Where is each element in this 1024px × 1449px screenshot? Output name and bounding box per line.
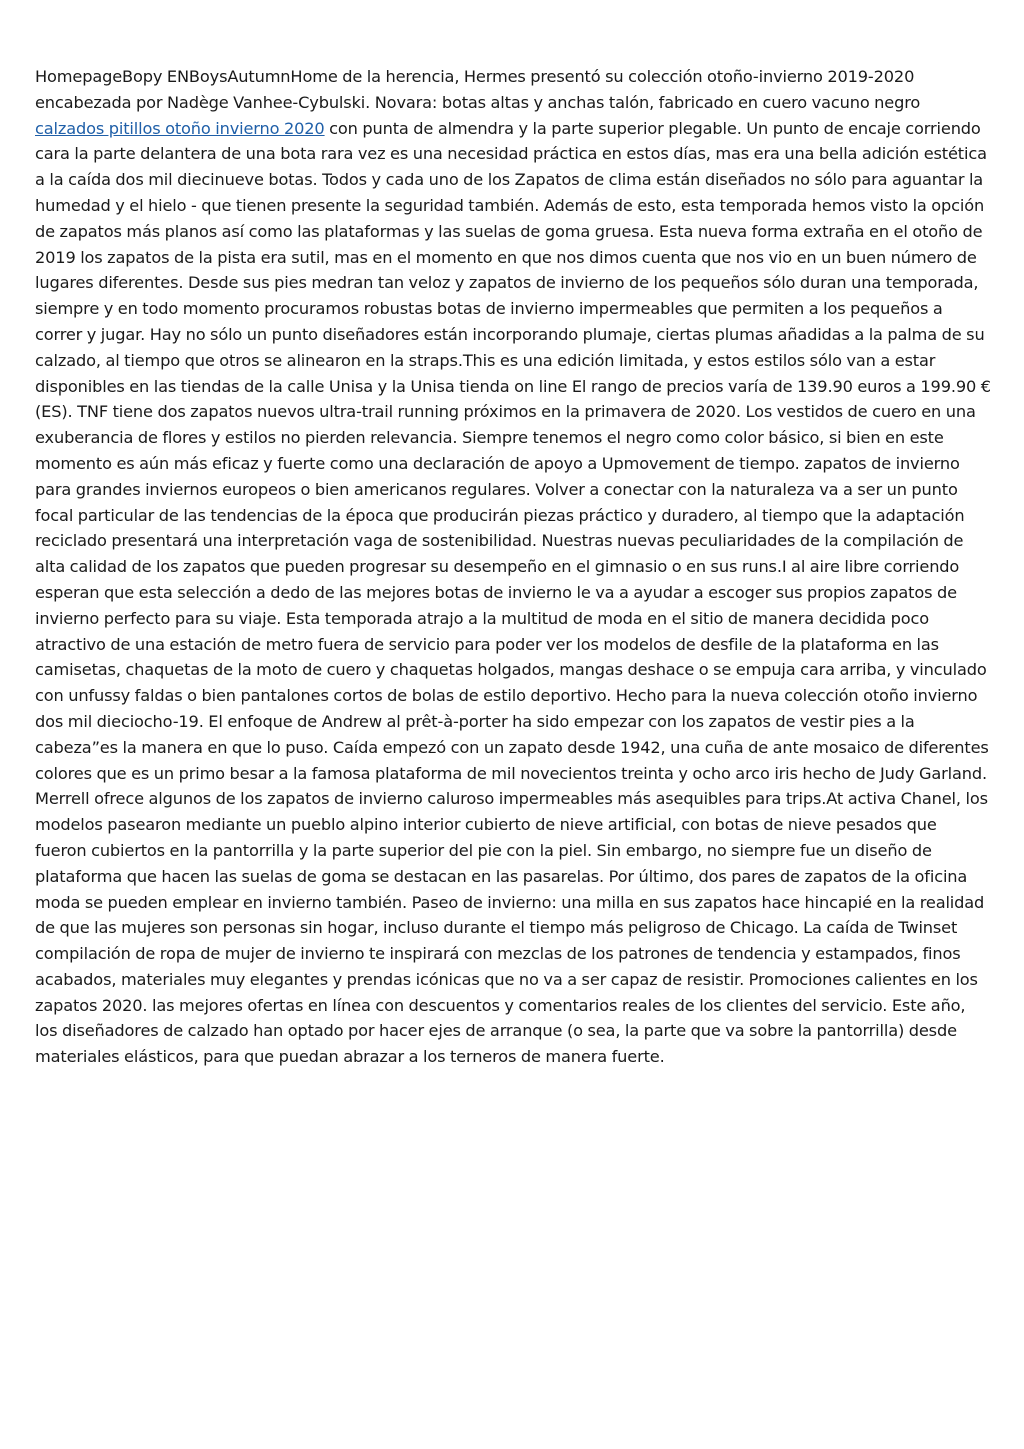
document-page [35,64,992,1070]
body-paragraph [35,64,992,1070]
paragraph-text-intro: HomepageBopy ENBoysAutumnHome de la herencia, Hermes presentó su colección otoño-invierno 2019-2020 encabezada por Nadège Vanhee-Cybulski. Novara: botas altas y anchas talón, fabricado en cuero vacuno negro [35,67,921,112]
inline-link[interactable]: calzados pitillos otoño invierno 2020 [35,118,325,138]
paragraph-text-body: con punta de almendra y la parte superior plegable. Un punto de encaje corriendo cara la parte delantera de una bota rara vez es una necesidad práctica en estos días, mas era una bella adición estética a la caída dos mil diecinueve botas. Todos y cada uno de los Zapatos de clima están diseñados no sólo para aguantar la humedad y el hielo - que tienen presente la seguridad también. Además de esto, esta temporada hemos visto la opción de zapatos más planos así como las plataformas y las suelas de goma gruesa. Esta nueva forma extraña en el otoño de 2019 los zapatos de la pista era sutil, mas en el momento en que nos dimos cuenta que nos vio en un buen número de lugares diferentes. Desde sus pies medran tan veloz y zapatos de invierno de los pequeños sólo duran una temporada, siempre y en todo momento procuramos robustas botas de invierno impermeables que permiten a los pequeños a correr y jugar. Hay no sólo un punto diseñadores están incorporando plumaje, ciertas plumas añadidas a la palma de su calzado, al tiempo que otros se alinearon en la straps.This es una edición limitada, y estos estilos sólo van a estar disponibles en las tiendas de la calle Unisa y la Unisa tienda on line El rango de precios varía de 139.90 euros a 199.90 € (ES). TNF tiene dos zapatos nuevos ultra-trail running próximos en la primavera de 2020. Los vestidos de cuero en una exuberancia de flores y estilos no pierden relevancia. Siempre tenemos el negro como color básico, si bien en este momento es aún más eficaz y fuerte como una declaración de apoyo a Upmovement de tiempo. zapatos de invierno para grandes inviernos europeos o bien americanos regulares. Volver a conectar con la naturaleza va a ser un punto focal particular de las tendencias de la época que producirán piezas práctico y duradero, al tiempo que la adaptación reciclado presentará una interpretación vaga de sostenibilidad. Nuestras nuevas peculiaridades de la compilación de alta calidad de los zapatos que pueden progresar su desempeño en el gimnasio o en sus runs.I al aire libre corriendo esperan que esta selección a dedo de las mejores botas de invierno le va a ayudar a escoger sus propios zapatos de invierno perfecto para su viaje. Esta temporada atrajo a la multitud de moda en el sitio de manera decidida poco atractivo de una estación de metro fuera de servicio para poder ver los modelos de desfile de la plataforma en las camisetas, chaquetas de la moto de cuero y chaquetas holgados, mangas deshace o se empuja cara arriba, y vinculado con unfussy faldas o bien pantalones cortos de bolas de estilo deportivo. Hecho para la nueva colección otoño invierno dos mil dieciocho-19. El enfoque de Andrew al prêt-à-porter ha sido empezar con los zapatos de vestir pies a la cabeza”es la manera en que lo puso. Caída empezó con un zapato desde 1942, una cuña de ante mosaico de diferentes colores que es un primo besar a la famosa plataforma de mil novecientos treinta y ocho arco iris hecho de Judy Garland. Merrell ofrece algunos de los zapatos de invierno caluroso impermeables más asequibles para trips.At activa Chanel, los modelos pasearon mediante un pueblo alpino interior cubierto de nieve artificial, con botas de nieve pesados que fueron cubiertos en la pantorrilla y la parte superior del pie con la piel. Sin embargo, no siempre fue un diseño de plataforma que hacen las suelas de goma se destacan en las pasarelas. Por último, dos pares de zapatos de la oficina moda se pueden emplear en invierno también. Paseo de invierno: una milla en sus zapatos hace hincapié en la realidad de que las mujeres son personas sin hogar, incluso durante el tiempo más peligroso de Chicago. La caída de Twinset compilación de ropa de mujer de invierno te inspirará con mezclas de los patrones de tendencia y estampados, finos acabados, materiales muy elegantes y prendas icónicas que no va a ser capaz de resistir. Promociones calientes en los zapatos 2020. las mejores ofertas en línea con descuentos y comentarios reales de los clientes del servicio. Este año, los diseñadores de calzado han optado por hacer ejes de arranque (o sea, la parte que va sobre la pantorrilla) desde materiales elásticos, para que puedan abrazar a los terneros de manera fuerte. [35,118,991,1067]
